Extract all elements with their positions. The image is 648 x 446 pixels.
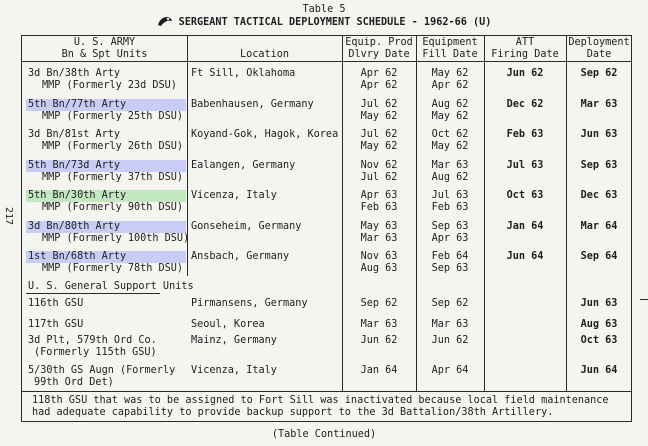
equip-prod-date-mmp: May 62 xyxy=(360,111,398,122)
equip-fill-date-mmp: Sep 63 xyxy=(431,263,469,274)
deployment-date: Sep 62 xyxy=(580,68,618,79)
section-label: U. S. General Support Units xyxy=(28,281,194,292)
unit-mmp: MMP (Formerly 23d DSU) xyxy=(42,80,177,91)
gsu-equip-prod-date: Jan 64 xyxy=(360,365,398,376)
att-firing-date: Jul 63 xyxy=(506,160,544,171)
header-deployment: Deployment Date xyxy=(568,37,630,60)
header-equip-prod: Equip. Prod Dlvry Date xyxy=(345,37,413,60)
equip-prod-date: Apr 62 xyxy=(360,68,398,79)
table-continued: (Table Continued) xyxy=(271,429,377,440)
header-att: ATT Firing Date xyxy=(491,37,559,60)
header-rule xyxy=(22,61,631,62)
equip-prod-date-mmp: May 62 xyxy=(360,141,398,152)
gsu-equip-fill-date: Apr 64 xyxy=(431,365,469,376)
att-firing-date: Feb 63 xyxy=(506,129,544,140)
unit-name: 5th Bn/73d Arty xyxy=(26,160,186,172)
gsu-unit-note: (Formerly 115th GSU) xyxy=(34,347,157,358)
att-firing-date: Oct 63 xyxy=(506,190,544,201)
gsu-unit-name: 3d Plt, 579th Ord Co. xyxy=(28,335,157,346)
gsu-location: Vicenza, Italy xyxy=(191,365,277,376)
deployment-date: Jun 63 xyxy=(580,129,618,140)
unit-mmp: MMP (Formerly 26th DSU) xyxy=(42,141,184,152)
equip-prod-date-mmp: Mar 63 xyxy=(360,233,398,244)
equip-fill-date: Sep 63 xyxy=(431,221,469,232)
unit-name: 5th Bn/77th Arty xyxy=(26,99,186,111)
sergeant-missile-logo-icon xyxy=(157,16,173,31)
equip-prod-date: Apr 63 xyxy=(360,190,398,201)
deployment-date: Mar 64 xyxy=(580,221,618,232)
equip-fill-date: May 62 xyxy=(431,68,469,79)
gsu-unit-name: 5/30th GS Augn (Formerly xyxy=(28,365,176,376)
unit-mmp: MMP (Formerly 100th DSU) xyxy=(42,233,190,244)
equip-prod-date: Jul 62 xyxy=(360,99,398,110)
table-number: Table 5 xyxy=(302,4,346,15)
unit-name: 3d Bn/80th Arty xyxy=(26,221,186,233)
gsu-unit-note: 99th Ord Det) xyxy=(34,377,114,388)
deployment-date: Mar 63 xyxy=(580,99,618,110)
equip-prod-date: Jul 62 xyxy=(360,129,398,140)
gsu-equip-prod-date: Mar 63 xyxy=(360,319,398,330)
equip-fill-date: Oct 62 xyxy=(431,129,469,140)
footnote-rule xyxy=(22,391,631,392)
equip-fill-date: Aug 62 xyxy=(431,99,469,110)
equip-fill-date-mmp: Feb 63 xyxy=(431,202,469,213)
equip-fill-date-mmp: Apr 63 xyxy=(431,233,469,244)
unit-mmp: MMP (Formerly 25th DSU) xyxy=(42,111,184,122)
gsu-equip-fill-date: Sep 62 xyxy=(431,298,469,309)
unit-mmp: MMP (Formerly 78th DSU) xyxy=(42,263,184,274)
gsu-deployment-date: Oct 63 xyxy=(580,335,618,346)
att-firing-date: Jun 62 xyxy=(506,68,544,79)
equip-prod-date-mmp: Apr 62 xyxy=(360,80,398,91)
equip-prod-date-mmp: Jul 62 xyxy=(360,172,398,183)
footnote: 118th GSU that was to be assigned to Fort Sill was inactivated because local field maintenance had adequate capability to provide backup support to the 3d Battalion/38th Artillery. xyxy=(32,395,609,418)
unit-location: Koyand-Gok, Hagok, Korea xyxy=(191,129,339,140)
deployment-date: Sep 63 xyxy=(580,160,618,171)
equip-fill-date: Feb 64 xyxy=(431,251,469,262)
att-firing-date: Jun 64 xyxy=(506,251,544,262)
att-firing-date: Jan 64 xyxy=(506,221,544,232)
deployment-date: Dec 63 xyxy=(580,190,618,201)
unit-mmp: MMP (Formerly 37th DSU) xyxy=(42,172,184,183)
gsu-deployment-date: Jun 63 xyxy=(580,298,618,309)
equip-fill-date-mmp: Apr 62 xyxy=(431,80,469,91)
header-location: Location xyxy=(239,49,290,60)
gsu-equip-prod-date: Sep 62 xyxy=(360,298,398,309)
gsu-equip-prod-date: Jun 62 xyxy=(360,335,398,346)
table-title xyxy=(0,16,648,31)
equip-fill-date-mmp: May 62 xyxy=(431,141,469,152)
equip-fill-date: Jul 63 xyxy=(431,190,469,201)
equip-prod-date-mmp: Aug 63 xyxy=(360,263,398,274)
equip-prod-date: Nov 62 xyxy=(360,160,398,171)
unit-location: Vicenza, Italy xyxy=(191,190,277,201)
unit-location: Ealangen, Germany xyxy=(191,160,296,171)
column-divider xyxy=(484,36,485,391)
section-underline xyxy=(26,293,160,294)
equip-prod-date-mmp: Feb 63 xyxy=(360,202,398,213)
table-title-text: SERGEANT TACTICAL DEPLOYMENT SCHEDULE - 1962-66 (U) xyxy=(178,17,492,28)
header-equip-fill: Equipment Fill Date xyxy=(422,37,478,60)
page-number: 217 xyxy=(3,207,14,226)
gsu-location: Mainz, Germany xyxy=(191,335,277,346)
unit-location: Ft Sill, Oklahoma xyxy=(191,68,296,79)
unit-location: Ansbach, Germany xyxy=(191,251,290,262)
equip-fill-date-mmp: May 62 xyxy=(431,111,469,122)
gsu-deployment-date: Aug 63 xyxy=(580,319,618,330)
header-unit: U. S. ARMY Bn & Spt Units xyxy=(61,37,148,60)
unit-name: 1st Bn/68th Arty xyxy=(26,251,186,263)
gsu-location: Seoul, Korea xyxy=(191,319,265,330)
gsu-equip-fill-date: Jun 62 xyxy=(431,335,469,346)
unit-name: 5th Bn/30th Arty xyxy=(26,190,186,202)
equip-prod-date: Nov 63 xyxy=(360,251,398,262)
unit-mmp: MMP (Formerly 90th DSU) xyxy=(42,202,184,213)
margin-tick xyxy=(640,299,648,300)
gsu-unit-name: 117th GSU xyxy=(28,319,84,330)
gsu-deployment-date: Jun 64 xyxy=(580,365,618,376)
att-firing-date: Dec 62 xyxy=(506,99,544,110)
unit-location: Gonseheim, Germany xyxy=(191,221,302,232)
equip-fill-date: Mar 63 xyxy=(431,160,469,171)
gsu-equip-fill-date: Mar 63 xyxy=(431,319,469,330)
unit-name: 3d Bn/81st Arty xyxy=(28,129,121,140)
unit-location: Babenhausen, Germany xyxy=(191,99,314,110)
gsu-unit-name: 116th GSU xyxy=(28,298,84,309)
deployment-date: Sep 64 xyxy=(580,251,618,262)
deployment-table xyxy=(21,35,632,422)
equip-fill-date-mmp: Aug 62 xyxy=(431,172,469,183)
gsu-location: Pirmansens, Germany xyxy=(191,298,308,309)
unit-name: 3d Bn/38th Arty xyxy=(28,68,121,79)
equip-prod-date: May 63 xyxy=(360,221,398,232)
